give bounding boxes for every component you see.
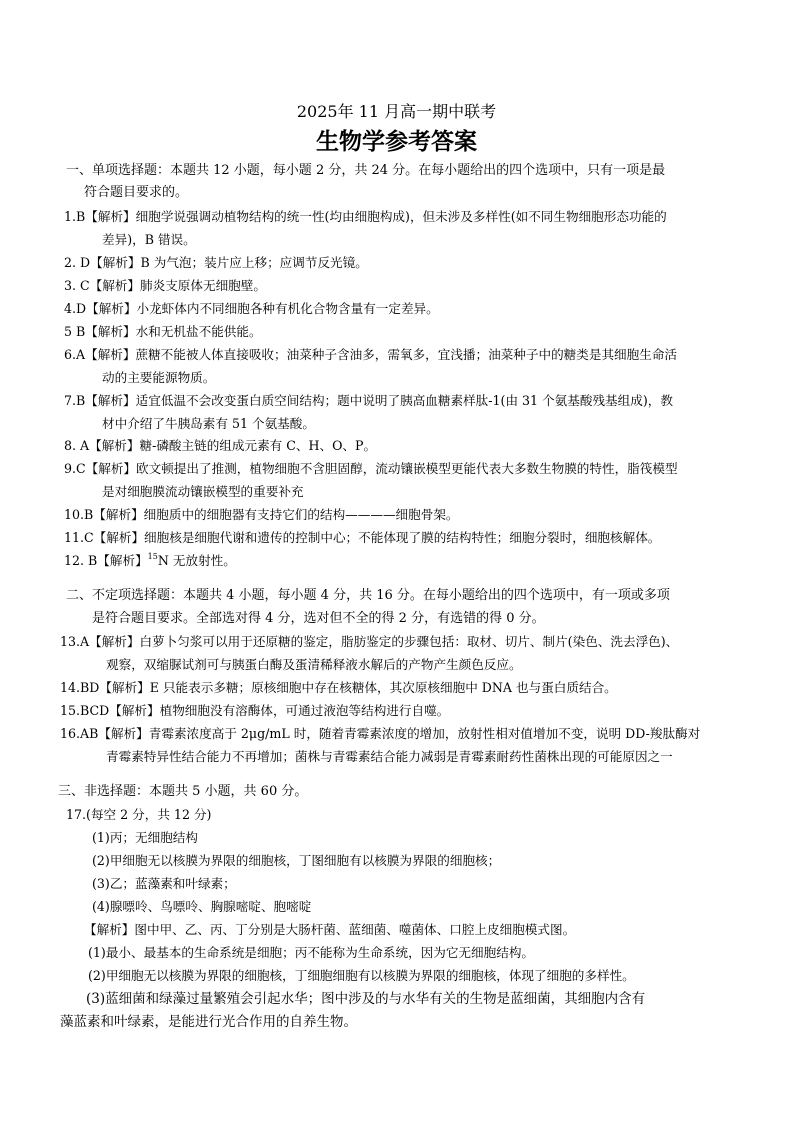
answer-item-16-cont: 青霉素特异性结合能力不再增加；菌株与青霉素结合能力减弱是青霉素耐药性菌株出现的可能原因之一 <box>106 749 673 764</box>
answer-item-11: 11.C【解析】细胞核是细胞代谢和遗传的控制中心；不能体现了膜的结构特性；细胞分裂时，细胞核解体。 <box>64 530 661 545</box>
answer-item-1: 1.B【解析】细胞学说强调动植物结构的统一性(均由细胞构成)，但未涉及多样性(如不同生物细胞形态功能的 <box>64 209 667 224</box>
answer-item-10: 10.B【解析】细胞质中的细胞器有支持它们的结构————细胞骨架。 <box>64 507 459 522</box>
q17-answer-4: (4)腺嘌呤、鸟嘌呤、胸腺嘧啶、胞嘧啶 <box>92 899 312 914</box>
section1-heading-cont: 符合题目要求的。 <box>84 185 189 200</box>
answer-item-5: 5 B【解析】水和无机盐不能供能。 <box>64 324 262 339</box>
answer-item-9: 9.C【解析】欧文顿提出了推测，植物细胞不含胆固醇，流动镶嵌模型更能代表大多数生物膜的特性，脂筏模型 <box>64 461 678 476</box>
answer-item-6: 6.A【解析】蔗糖不能被人体直接吸收；油菜种子含油多，需氧多，宜浅播；油菜种子中的糖类是其细胞生命活 <box>64 347 678 362</box>
answer-item-15: 15.BCD【解析】植物细胞没有溶酶体，可通过液泡等结构进行自噬。 <box>60 703 450 718</box>
answer-item-7: 7.B【解析】适宜低温不会改变蛋白质空间结构；题中说明了胰高血糖素样肽-1(由 31 个氨基酸残基组成)，教 <box>64 393 673 408</box>
answer-item-13: 13.A【解析】白萝卜匀浆可以用于还原糖的鉴定，脂肪鉴定的步骤包括：取材、切片、制片(染色、洗去浮色)、 <box>60 634 679 649</box>
section3-heading: 三、非选择题：本题共 5 小题，共 60 分。 <box>58 784 308 799</box>
q17-answer-3: (3)乙；蓝藻素和叶绿素； <box>92 876 236 891</box>
section2-heading: 二、不定项选择题：本题共 4 小题，每小题 4 分，共 16 分。在每小题给出的四个选项中，有一项或多项 <box>66 588 670 603</box>
q17-explanation-3-cont: 藻蓝素和叶绿素，是能进行光合作用的自养生物。 <box>60 1014 357 1030</box>
answer-item-4: 4.D【解析】小龙虾体内不同细胞各种有机化合物含量有一定差异。 <box>64 301 439 316</box>
answer-item-12-rest: N 无放射性。 <box>157 553 236 568</box>
answer-item-8: 8. A【解析】糖-磷酸主链的组成元素有 C、H、O、P。 <box>64 438 377 453</box>
section2-heading-cont: 是符合题目要求。全部选对得 4 分，选对但不全的得 2 分，有选错的得 0 分。 <box>92 611 545 626</box>
q17-explanation-3: (3)蓝细菌和绿藻过量繁殖会引起水华；图中涉及的与水华有关的生物是蓝细菌，其细胞内含有 <box>86 991 646 1007</box>
subject-title: 生物学参考答案 <box>316 129 477 155</box>
question-17-header: 17.(每空 2 分，共 12 分) <box>66 807 212 822</box>
answer-item-12-prefix: 12. B【解析】 <box>64 553 148 568</box>
answer-item-14: 14.BD【解析】E 只能表示多糖；原核细胞中存在核糖体，其次原核细胞中 DNA 也与蛋白质结合。 <box>60 680 617 695</box>
answer-item-13-cont: 观察，双缩脲试剂可与胰蛋白酶及蛋清稀释液水解后的产物产生颜色反应。 <box>106 657 522 672</box>
answer-item-2: 2. D【解析】B 为气泡；装片应上移；应调节反光镜。 <box>64 255 368 270</box>
q17-explanation-1: (1)最小、最基本的生命系统是细胞；丙不能称为生命系统，因为它无细胞结构。 <box>88 945 535 960</box>
answer-item-7-cont: 材中介绍了牛胰岛素有 51 个氨基酸。 <box>102 416 315 431</box>
answer-item-1-cont: 差异)，B 错误。 <box>102 232 196 247</box>
isotope-mass-number: 15 <box>147 552 158 561</box>
exam-title: 2025年 11 月高一期中联考 <box>296 102 497 121</box>
answer-item-9-cont: 是对细胞膜流动镶嵌模型的重要补充 <box>102 484 304 499</box>
q17-analysis: 【解析】图中甲、乙、丙、丁分别是大肠杆菌、蓝细菌、噬菌体、口腔上皮细胞模式图。 <box>84 922 576 937</box>
q17-explanation-2: (2)甲细胞无以核膜为界限的细胞核，丁细胞细胞有以核膜为界限的细胞核，体现了细胞的多样性。 <box>88 968 635 983</box>
q17-answer-2: (2)甲细胞无以核膜为界限的细胞核，丁图细胞有以核膜为界限的细胞核； <box>92 853 501 868</box>
answer-item-6-cont: 动的主要能源物质。 <box>102 370 216 385</box>
answer-item-3: 3. C【解析】肺炎支原体无细胞壁。 <box>64 278 266 293</box>
section1-heading: 一、单项选择题：本题共 12 小题，每小题 2 分，共 24 分。在每小题给出的四个选项中，只有一项是最 <box>66 163 666 178</box>
answer-item-12 <box>64 552 236 570</box>
q17-answer-1: (1)丙；无细胞结构 <box>92 830 198 845</box>
answer-item-16: 16.AB【解析】青霉素浓度高于 2μg/mL 时，随着青霉素浓度的增加，放射性相对值增加不变，说明 DD-羧肽酶对 <box>60 726 701 741</box>
